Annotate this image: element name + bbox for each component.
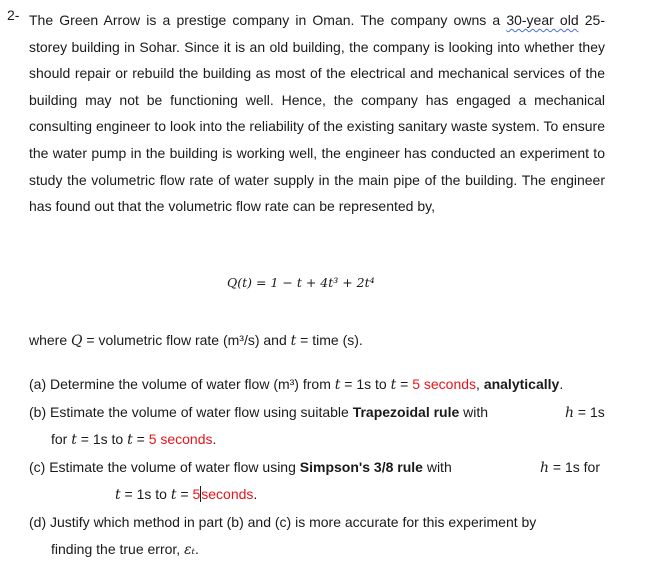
where-definitions: [29, 332, 363, 349]
part-b-h-value: = 1s: [574, 404, 605, 420]
part-b-line2: [51, 431, 216, 448]
part-c-line1: [29, 459, 452, 475]
part-c-line2: [115, 486, 257, 503]
part-b-eq: =: [132, 431, 149, 447]
part-b-range: = 1s to: [76, 431, 128, 447]
part-b-with: with: [459, 404, 489, 420]
part-a-text: (a) Determine the volume of water flow (m³) from: [29, 376, 335, 392]
part-d-text-2: finding the true error,: [51, 541, 185, 557]
part-a-period: .: [559, 376, 564, 392]
flow-rate-equation: [227, 275, 375, 290]
intro-text-rest: 25-storey building in Sohar. Since it is an old building, the company is looking into whether they should repair or rebuild the building as most of the electrical and mechanical services of the building may not be functioning well. Hence, the company has engaged a mechanical consulting engineer to look into the reliability of the existing sanitary waste system. To ensure the water pump in the building is working well, the engineer has conducted an experiment to study the volumetric flow rate of water supply in the main pipe of the building. The engineer has found out that the volumetric flow rate can be represented by,: [29, 12, 606, 215]
part-d-text: (d) Justify which method in part (b) and (c) is more accurate for this experiment by: [29, 514, 537, 530]
part-a-end-time: 5 seconds: [412, 376, 477, 392]
part-a-t1: t: [334, 377, 341, 393]
part-b-text: (b) Estimate the volume of water flow using suitable: [29, 404, 353, 420]
where-t-definition: = time (s).: [296, 332, 363, 348]
part-c-period: .: [253, 486, 258, 502]
part-c-step: [540, 459, 600, 476]
part-a-method: analytically: [483, 376, 560, 392]
spelling-flag-underline: 30-year old: [506, 12, 579, 28]
part-a-range: = 1s to: [340, 376, 391, 392]
part-d-line2: [51, 541, 199, 558]
part-c-end-number: 5: [192, 486, 201, 502]
part-c-with: with: [422, 459, 452, 475]
part-b-line1: [29, 404, 488, 420]
part-d-line1: [29, 514, 536, 530]
part-d-period: .: [195, 541, 199, 557]
part-b-end-time: 5 seconds: [148, 431, 213, 447]
part-b-method: Trapezoidal rule: [352, 404, 460, 420]
part-b-t1: t: [71, 432, 77, 448]
part-b-h-symbol: h: [565, 405, 575, 421]
part-b-t2: t: [127, 432, 133, 448]
part-c-end-unit: seconds: [201, 486, 254, 502]
part-c-t1: t: [115, 487, 121, 503]
part-c-method: Simpson's 3/8 rule: [299, 459, 423, 475]
part-a-eq: =: [396, 376, 413, 392]
part-c-text: (c) Estimate the volume of water flow using: [29, 459, 300, 475]
part-a-comma: ,: [476, 376, 484, 392]
where-q-symbol: Q: [71, 333, 83, 349]
where-t-symbol: t: [290, 333, 297, 349]
part-a: [29, 376, 563, 393]
equation-lhs: Q(t): [227, 275, 253, 290]
equation-rhs: = 1 − t + 4t³ + 2t⁴: [256, 275, 375, 290]
part-c-eq: =: [176, 486, 193, 502]
part-c-h-value: = 1s for: [549, 459, 600, 475]
part-b-period: .: [212, 431, 217, 447]
part-b-step: [565, 404, 605, 421]
part-c-t2: t: [170, 487, 177, 503]
part-a-t2: t: [390, 377, 397, 393]
question-number: 2-: [7, 7, 20, 23]
where-label: where: [29, 332, 72, 348]
part-c-range: = 1s to: [120, 486, 171, 502]
part-b-for: for: [51, 431, 72, 447]
true-error-symbol: εₜ: [184, 542, 196, 558]
where-q-definition: = volumetric flow rate (m³/s) and: [82, 332, 291, 348]
question-intro: [29, 7, 605, 220]
intro-text-start: The Green Arrow is a prestige company in Oman. The company owns a: [29, 12, 507, 28]
part-c-h-symbol: h: [540, 460, 550, 476]
